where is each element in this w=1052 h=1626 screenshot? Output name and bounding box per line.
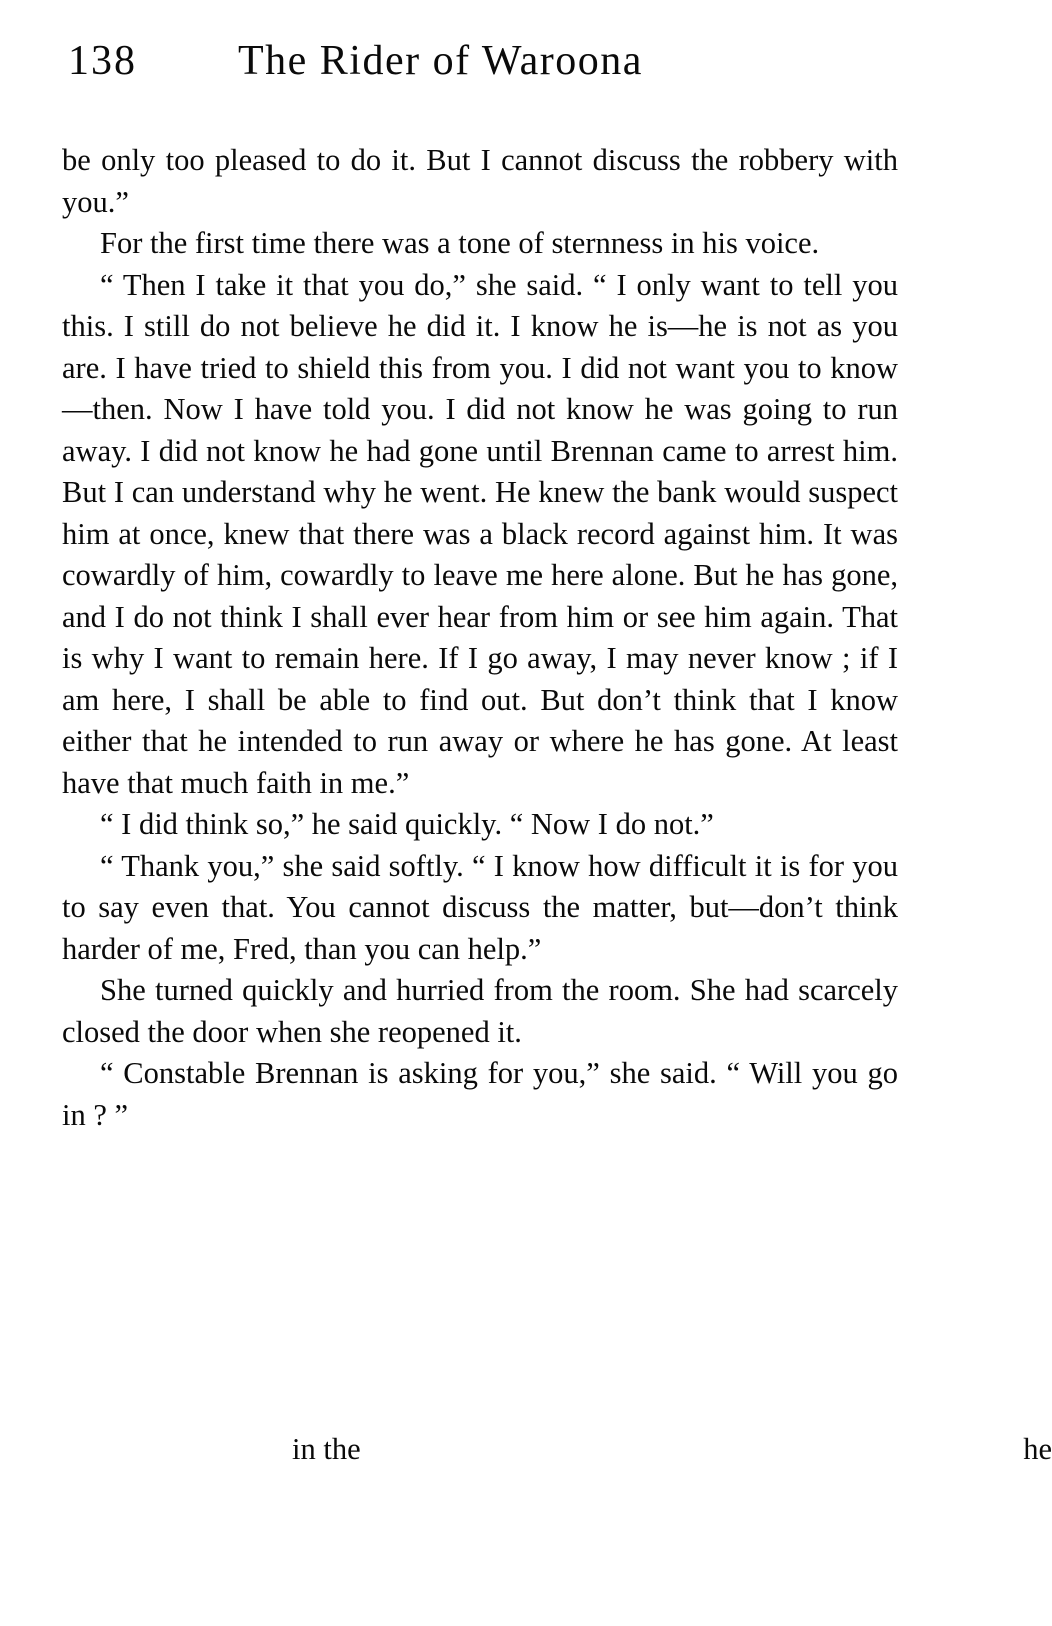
paragraph: She turned quickly and hurried from the room. She had scarcely closed the door when she reopened it. (62, 973, 898, 1049)
paragraph: “ Thank you,” she said softly. “ I know how difficult it is for you to say even that. You cannot discuss the matter, but—don’t think harder of me, Fred, than you can help.” (62, 848, 898, 966)
cut-off-left-text: in the (292, 1432, 361, 1466)
page-number: 138 (68, 38, 137, 84)
body-text (62, 140, 898, 1136)
running-title: The Rider of Waroona (238, 38, 643, 84)
paragraph: “ Then I take it that you do,” she said. “ I only want to tell you this. I still do not believe he did it. I know he is—he is not as you are. I have tried to shield this from you. I did not want you to know —then. Now I have told you. I did not know he was going to run away. I did not know he had gone until Brennan came to arrest him. But I can understand why he went. He knew the bank would suspect him at once, knew that there was a black record against him. It was cowardly of him, cowardly to leave me here alone. But he has gone, and I do not think I shall ever hear from him or see him again. That is why I want to remain here. If I go away, I may never know ; if I am here, I shall be able to find out. But don’t think that I know either that he intended to run away or where he has gone. At least have that much faith in me.” (62, 267, 898, 800)
paragraph: be only too pleased to do it. But I cannot discuss the robbery with you.” (62, 143, 898, 219)
cut-off-right-text: he (1023, 1432, 1052, 1466)
paragraph: For the first time there was a tone of sternness in his voice. (100, 226, 820, 260)
running-head (62, 40, 940, 110)
cut-off-line (62, 1432, 1052, 1471)
paragraph: “ Constable Brennan is asking for you,” she said. “ Will you go in ? ” (62, 1056, 898, 1132)
paragraph: “ I did think so,” he said quickly. “ Now I do not.” (100, 807, 714, 841)
